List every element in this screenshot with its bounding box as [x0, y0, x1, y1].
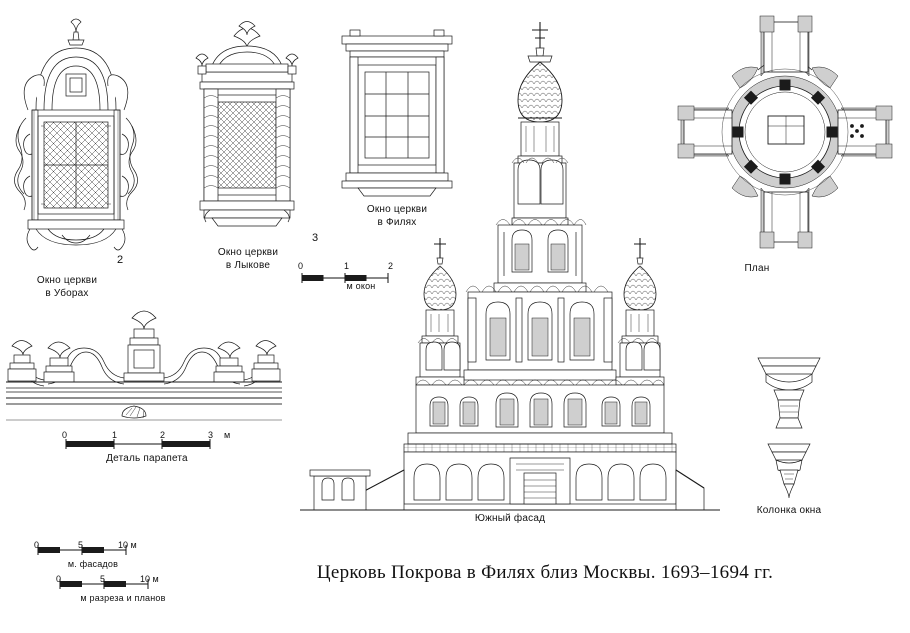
- scale-bar-sections-plans: [52, 574, 182, 594]
- scale-tick-sections-0: 0: [56, 574, 62, 584]
- scale-unit-parapet: м: [224, 430, 231, 440]
- scale-tick-windows-1: 1: [344, 261, 350, 271]
- figure-number-3: 3: [312, 232, 319, 244]
- scale-tick-sections-10: 10 м: [140, 574, 159, 584]
- figure-south-facade: [300, 18, 720, 510]
- caption-plan: План: [744, 263, 770, 274]
- page-title: Церковь Покрова в Филях близ Москвы. 1693–1694 гг.: [316, 562, 774, 583]
- scale-tick-facades-5: 5: [78, 540, 84, 550]
- scale-tick-parapet-2: 2: [160, 430, 166, 440]
- scale-tick-facades-0: 0: [34, 540, 40, 550]
- caption-window-column: Колонка окна: [756, 505, 822, 516]
- figure-number-2: 2: [117, 254, 124, 266]
- scale-bar-facades: [30, 540, 160, 560]
- scale-tick-parapet-3: 3: [208, 430, 214, 440]
- scale-tick-windows-0: 0: [298, 261, 304, 271]
- scale-unit-windows: м окон: [346, 281, 376, 291]
- caption-parapet-detail: Деталь парапета: [106, 453, 188, 464]
- scale-unit-sections-plans: м разреза и планов: [80, 593, 166, 603]
- scale-tick-facades-10: 10 м: [118, 540, 137, 550]
- caption-window-fili: Окно церкви в Филях: [366, 204, 428, 228]
- scale-tick-windows-2: 2: [388, 261, 394, 271]
- caption-window-ubory: Окно церкви в Уборах: [36, 275, 98, 299]
- scale-unit-facades: м. фасадов: [67, 559, 119, 569]
- caption-south-facade: Южный фасад: [474, 513, 546, 524]
- figure-window-lykovo: [182, 14, 312, 244]
- scale-tick-sections-5: 5: [100, 574, 106, 584]
- figure-window-ubory: [8, 14, 158, 266]
- scale-tick-parapet-1: 1: [112, 430, 118, 440]
- caption-window-lykovo: Окно церкви в Лыкове: [217, 247, 279, 271]
- figure-window-column: [744, 352, 834, 502]
- scale-tick-parapet-0: 0: [62, 430, 68, 440]
- figure-parapet-detail: [6, 300, 282, 430]
- figure-plan: [672, 8, 902, 253]
